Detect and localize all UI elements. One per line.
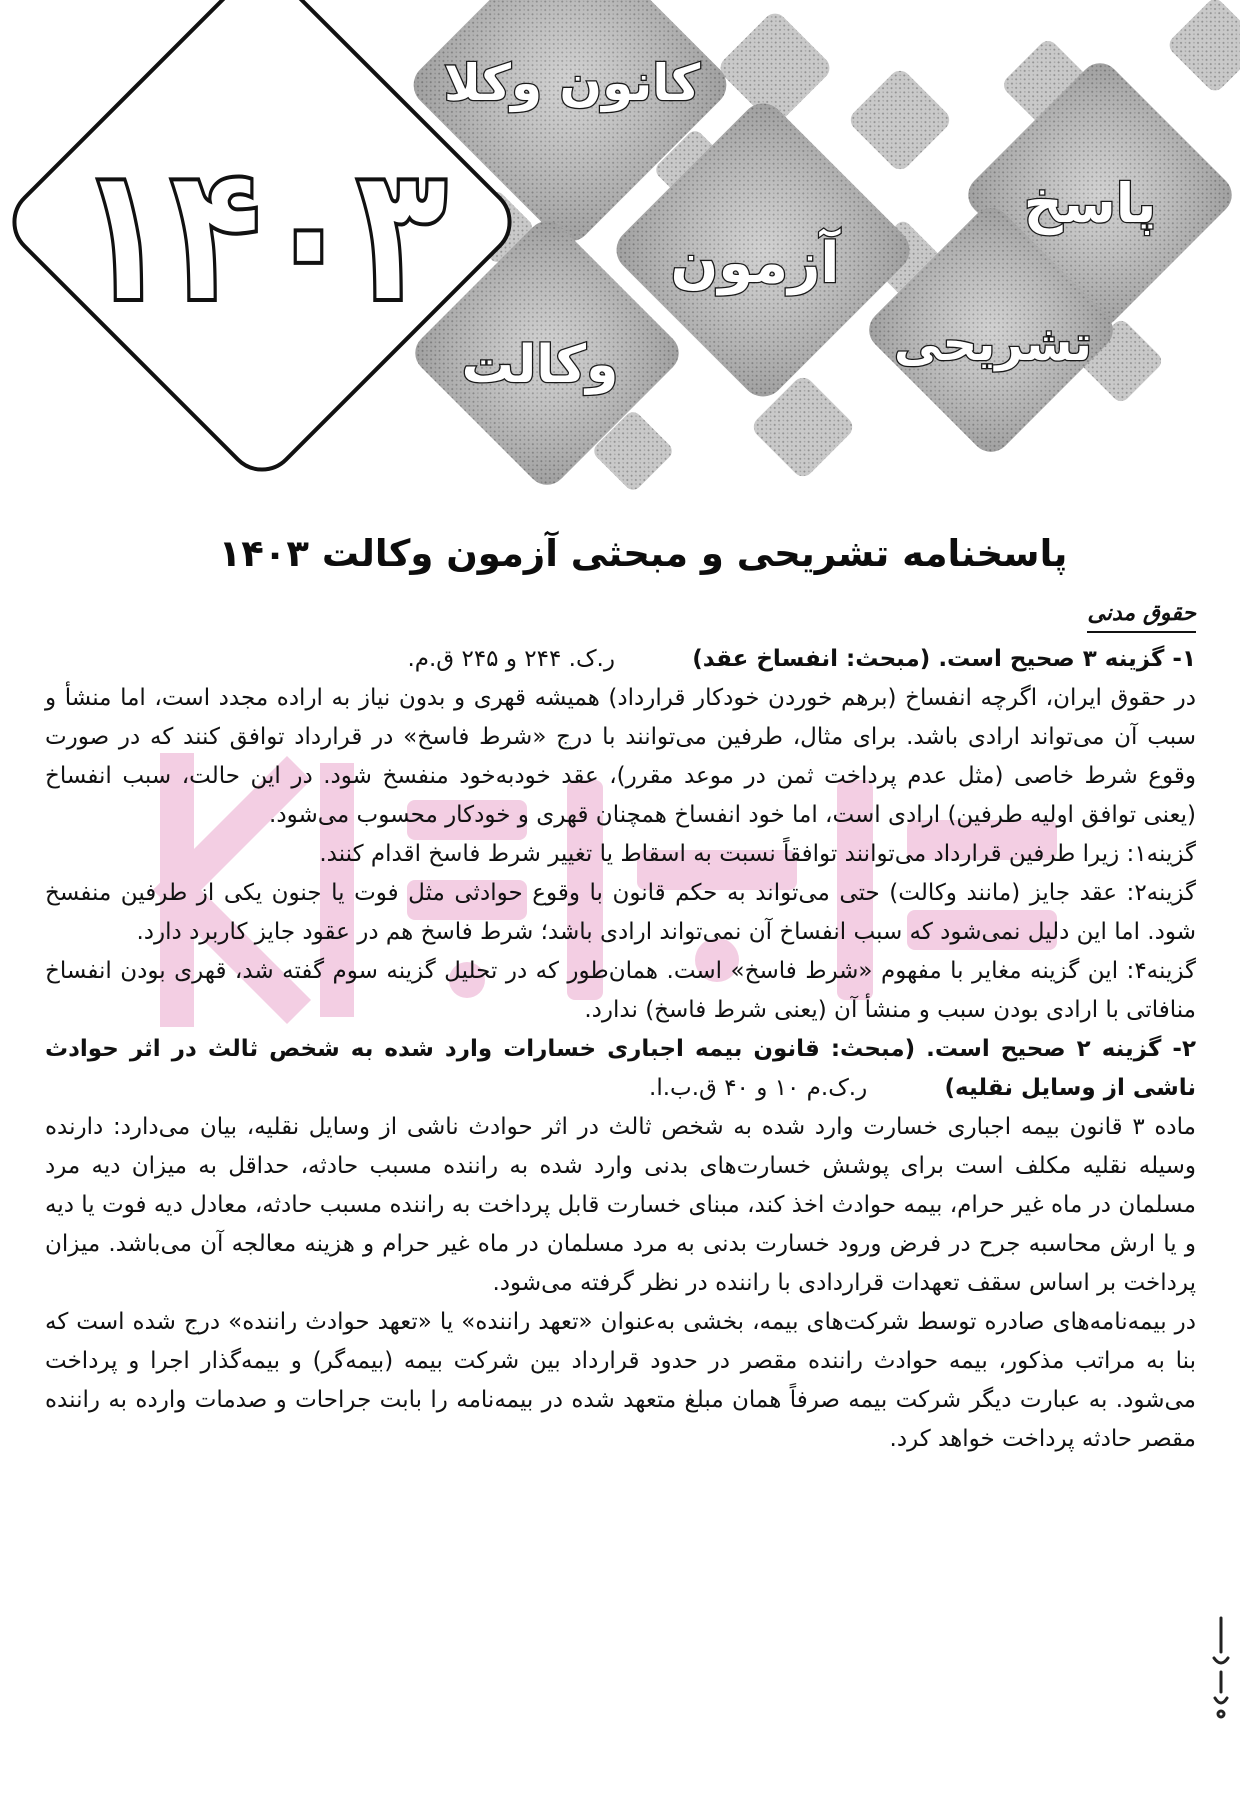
- q2-heading: ۲- گزینه ۲ صحیح است. (مبحث: قانون بیمه اجباری خسارات وارد شده به شخص ثالث در اثر حوادث ناشی از وسایل نقلیه): [45, 1036, 1196, 1101]
- header-graphic: [0, 0, 1240, 510]
- tile-kanoon-label: کانون وکلا: [443, 54, 701, 112]
- tile-tashrihi-label: تشریحی: [894, 316, 1092, 372]
- q1-option1-note: گزینه۱: زیرا طرفین قرارداد می‌توانند توافقاً نسبت به اسقاط یا تغییر شرط فاسخ اقدام کنند.: [319, 841, 1196, 867]
- tile-azmoon-label: آزمون: [670, 231, 840, 296]
- q2-explanation: ماده ۳ قانون بیمه اجباری خسارت وارد شده به شخص ثالث در اثر حوادث ناشی از وسایل نقلیه، بیان می‌دارد: دارنده وسیله نقلیه مکلف است برای پوشش خسارت‌های بدنی وارد شده به راننده مسبب حادثه، حداقل به میزان دیه مرد مسلمان در ماه غیر حرام، بیمه حوادث اخذ کند، مبنای خسارت قابل پرداخت به راننده مسبب حادثه، معادل دیه فوت یا دیه و یا ارش محاسبه جرح در فرض ورود خسارت بدنی به مرد مسلمان در ماه غیر حرام و هزینه معالجه آن می‌باشد. میزان پرداخت بر اساس سقف تعهدات قراردادی با راننده در نظر گرفته می‌شود.: [45, 1114, 1196, 1296]
- q1-reference: ر.ک. ۲۴۴ و ۲۴۵ ق.م.: [407, 646, 615, 672]
- publisher-mark: [1206, 1612, 1236, 1722]
- q1-explanation: در حقوق ایران، اگرچه انفساخ (برهم خوردن خودکار قرارداد) همیشه قهری و بدون نیاز به اراده مجدد است، اما منشأ و سبب آن می‌تواند ارادی باشد. برای مثال، طرفین می‌توانند با درج «شرط فاسخ» در قرارداد توافق کنند که در صورت وقوع شرط خاصی (مثل عدم پرداخت ثمن در موعد مقرر)، عقد خودبه‌خود منفسخ شود. در این حالت، سبب انفساخ (یعنی توافق اولیه طرفین) ارادی است، اما خود انفساخ همچنان قهری و خودکار محسوب می‌شود.: [45, 685, 1196, 828]
- section-heading: حقوق مدنی: [1087, 598, 1196, 633]
- tile-pasokh-label: پاسخ: [1023, 172, 1157, 235]
- q1-option2-note: گزینه۲: عقد جایز (مانند وکالت) حتی می‌تواند به حکم قانون با وقوع حوادثی مثل فوت یا جنون یکی از طرفین منفسخ شود. اما این دلیل نمی‌شود که سبب انفساخ آن نمی‌تواند ارادی باشد؛ شرط فاسخ هم در عقود جایز کاربرد دارد.: [45, 880, 1196, 945]
- page-title: پاسخنامه تشریحی و مبحثی آزمون وکالت ۱۴۰۳: [218, 532, 1068, 575]
- q2-heading-line: [45, 1030, 1196, 1108]
- answer-body: [45, 640, 1196, 1459]
- q1-heading-line: [45, 640, 1196, 679]
- q2-reference: ر.ک.م ۱۰ و ۴۰ ق.ب.ا.: [649, 1075, 868, 1101]
- q2-explanation-2: در بیمه‌نامه‌های صادره توسط شرکت‌های بیمه، بخشی به‌عنوان «تعهد راننده» یا «تعهد حوادث راننده» درج شده است که بنا به مراتب مذکور، بیمه حوادث راننده مقصر در حدود قرارداد بین شرکت بیمه (بیمه‌گر) و بیمه‌گذار اجرا و پرداخت می‌شود. به عبارت دیگر شرکت بیمه صرفاً همان مبلغ متعهد شده در بیمه‌نامه را بابت جراحات و صدمات وارده به راننده مقصر حادثه پرداخت خواهد کرد.: [45, 1309, 1196, 1452]
- tile-vekalat-label: وکالت: [461, 335, 619, 395]
- q1-heading: ۱- گزینه ۳ صحیح است. (مبحث: انفساخ عقد): [692, 646, 1196, 672]
- year-number: ۱۴۰۳: [76, 124, 448, 345]
- q1-option4-note: گزینه۴: این گزینه مغایر با مفهوم «شرط فاسخ» است. همان‌طور که در تحلیل گزینه سوم گفته شد، قهری بودن انفساخ منافاتی با ارادی بودن سبب و منشأ آن (یعنی شرط فاسخ) ندارد.: [45, 958, 1196, 1023]
